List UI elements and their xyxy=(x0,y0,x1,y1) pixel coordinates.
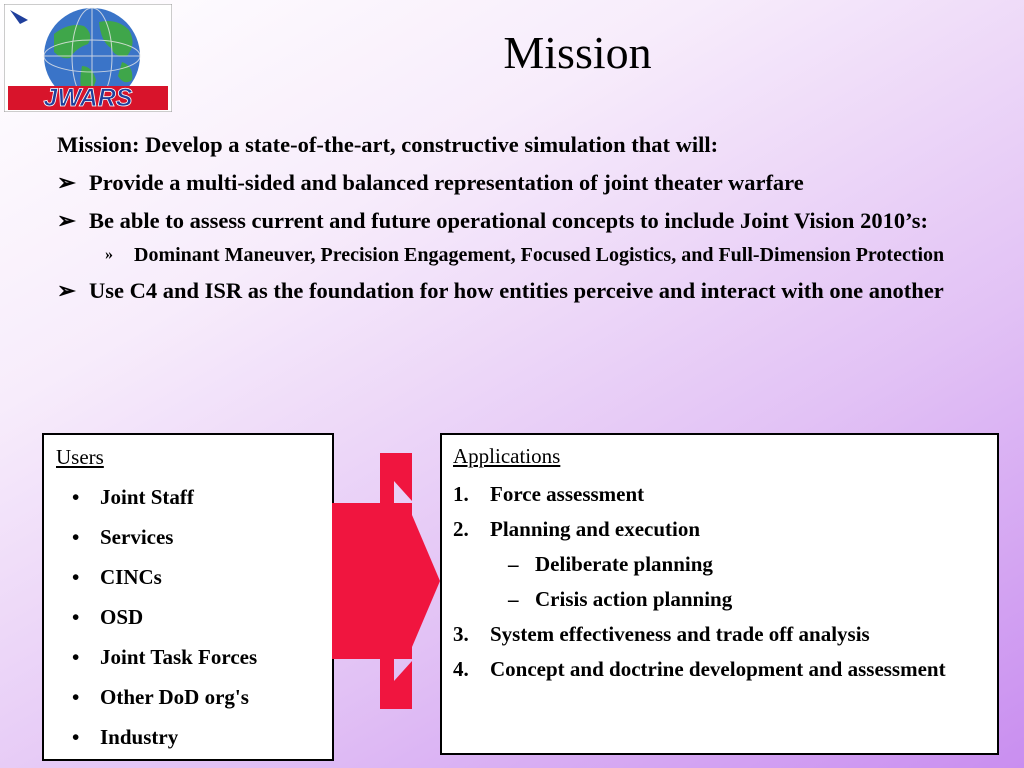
list-item: • OSD xyxy=(72,605,144,629)
applications-box xyxy=(440,433,999,755)
users-list xyxy=(44,483,257,763)
list-item: 1. Force assessment xyxy=(453,482,645,506)
list-item: • Services xyxy=(72,525,174,549)
mission-point: ➢ Provide a multi-sided and balanced representation of joint theater warfare xyxy=(57,166,1007,200)
svg-text:JWARS: JWARS xyxy=(43,84,133,112)
users-box xyxy=(42,433,334,761)
mission-statement xyxy=(57,128,1007,308)
list-item: • CINCs xyxy=(72,565,162,589)
mission-intro: Mission: Develop a state-of-the-art, constructive simulation that will: xyxy=(57,132,719,157)
mission-point: ➢ Use C4 and ISR as the foundation for how entities perceive and interact with one another xyxy=(57,274,1007,308)
page-title: Mission xyxy=(503,27,652,78)
list-item: • Joint Staff xyxy=(72,485,194,509)
arrow-bullet-icon: ➢ xyxy=(57,208,76,233)
list-sub-item: – Deliberate planning xyxy=(508,552,713,576)
applications-list xyxy=(442,479,982,689)
list-item: • Other DoD org's xyxy=(72,685,249,709)
list-item: • Joint Task Forces xyxy=(72,645,258,669)
list-sub-item: – Crisis action planning xyxy=(508,587,733,611)
list-item: 4. Concept and doctrine development and assessment xyxy=(453,657,946,681)
mission-sub-point: » Dominant Maneuver, Precision Engagement, Focused Logistics, and Full-Dimension Protection xyxy=(57,240,1007,270)
jwars-logo xyxy=(4,4,172,112)
sub-bullet-icon: » xyxy=(105,246,113,263)
list-item: 3. System effectiveness and trade off analysis xyxy=(453,622,870,646)
arrow-bullet-icon: ➢ xyxy=(57,170,76,195)
list-item: 2. Planning and execution xyxy=(453,517,701,541)
users-title: Users xyxy=(56,445,104,469)
arrow-bullet-icon: ➢ xyxy=(57,278,76,303)
applications-title: Applications xyxy=(453,444,561,468)
flow-arrow-icon xyxy=(332,453,440,709)
mission-point: ➢ Be able to assess current and future operational concepts to include Joint Vision 2010’s: xyxy=(57,204,1007,238)
list-item: • Industry xyxy=(72,725,179,749)
